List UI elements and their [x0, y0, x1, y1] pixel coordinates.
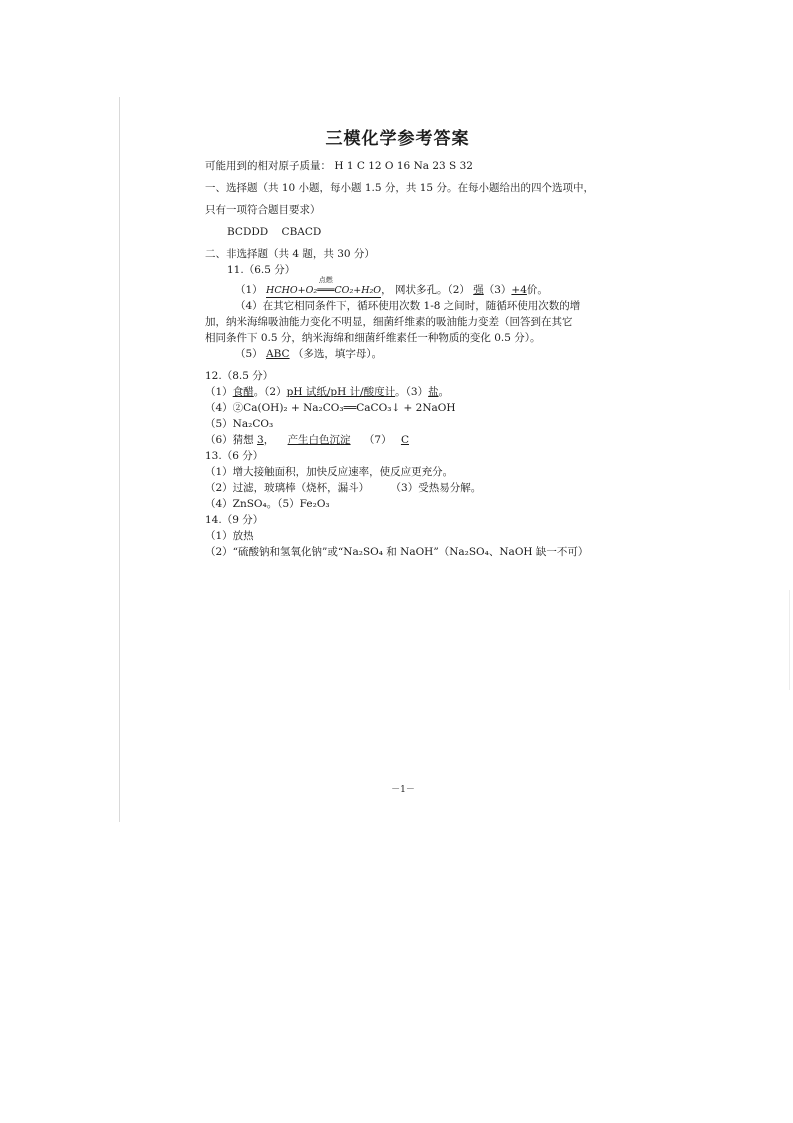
- q13-line2: [205, 480, 590, 496]
- q11-part5-answer: ABC: [266, 348, 290, 360]
- q14-line1: （1）放热: [205, 530, 254, 542]
- q12-line4-p2: ，: [263, 434, 275, 446]
- q12-answer-2: pH 试纸/pH 计/酸度计: [286, 386, 396, 398]
- q11-equation-arrow: 点燃 ═══: [317, 276, 335, 296]
- q12-line1-p1: （1）: [205, 386, 233, 398]
- section1-answers: BCDDD CBACD: [227, 226, 322, 238]
- q11-part1-mid: ， 网状多孔: [381, 284, 437, 296]
- q12-line4-p1: （6）猜想: [205, 434, 254, 446]
- q13-label: 13.（6 分）: [205, 450, 264, 462]
- q11-equation-right: CO₂+H₂O: [334, 285, 382, 296]
- q11-part5: [205, 346, 590, 362]
- section1-heading-line2: 只有一项符合题目要求）: [205, 204, 321, 216]
- q12-label: 12.（8.5 分）: [205, 370, 274, 382]
- q12-answer-7: C: [400, 434, 409, 446]
- q12-line3: （5）Na₂CO₃: [205, 418, 274, 430]
- q12-line1-p2: 。（2）: [253, 386, 287, 398]
- q11-part5-tail: （多选，填字母）。: [292, 348, 383, 360]
- q11-part4-line2: 加，纳米海绵吸油能力变化不明显，细菌纤维素的吸油能力变差（回答到在其它: [205, 316, 573, 328]
- q11-part4-line3: 相同条件下 0.5 分，纳米海绵和细菌纤维素任一种物质的变化 0.5 分）。: [205, 332, 541, 344]
- scan-edge-right: [789, 590, 790, 690]
- q12-line1-p3: 。（3）: [395, 386, 429, 398]
- q12-line1: [205, 384, 590, 400]
- q11-equation-condition: 点燃: [318, 276, 333, 284]
- q12-answer-3: 盐: [428, 386, 439, 398]
- page-title: 三模化学参考答案: [325, 129, 470, 149]
- q12-line1-p4: 。: [438, 386, 450, 398]
- section2-heading: 二、非选择题（共 4 题，共 30 分）: [205, 248, 375, 260]
- scan-edge-left: [119, 97, 120, 822]
- q13-line3: （4）ZnSO₄。（5）Fe₂O₃: [205, 498, 330, 510]
- q11-part1-tail: 。（2）: [436, 284, 470, 296]
- q12-line4-p3: （7）: [363, 434, 392, 446]
- q11-part3-unit: 价。: [526, 284, 548, 296]
- q12-answer-6b: 产生白色沉淀: [287, 434, 351, 446]
- section1-heading-line1: 一、选择题（共 10 小题，每小题 1.5 分，共 15 分。在每小题给出的四个选项中，: [205, 182, 594, 194]
- q13-line2-a: （2）过滤，玻璃棒（烧杯，漏斗）: [205, 482, 370, 494]
- q13-line1: （1）增大接触面积，加快反应速率，使反应更充分。: [205, 466, 454, 478]
- q12-answer-1: 食醋: [232, 386, 254, 398]
- q11-part1: [205, 276, 590, 298]
- q14-line2: （2）“硫酸钠和氢氧化钠”或“Na₂SO₄ 和 NaOH”（Na₂SO₄、NaOH 缺一不可）: [205, 546, 589, 558]
- q13-line2-b: （3）受热易分解。: [390, 482, 482, 494]
- q12-line2: （4）②Ca(OH)₂ + Na₂CO₃══CaCO₃↓ + 2NaOH: [205, 402, 456, 414]
- q11-part5-prefix: （5）: [235, 348, 263, 360]
- q11-part2-answer: 强: [473, 284, 484, 296]
- q11-equation: [266, 276, 382, 298]
- answer-sheet: [205, 128, 594, 560]
- q11-equation-left: HCHO+O₂: [266, 285, 318, 296]
- q12-answer-6a: 3: [257, 434, 264, 446]
- atomic-masses-line: 可能用到的相对原子质量： H 1 C 12 O 16 Na 23 S 32: [205, 160, 473, 172]
- page-number: －1－: [391, 785, 415, 795]
- q11-part3-answer: +4: [511, 284, 527, 296]
- q11-part1-prefix: （1）: [235, 284, 263, 296]
- q14-label: 14.（9 分）: [205, 514, 264, 526]
- q11-label: 11.（6.5 分）: [227, 264, 296, 276]
- q11-part3-prefix: （3）: [483, 284, 512, 296]
- q12-line4: [205, 432, 590, 448]
- q11-part4-line1: （4）在其它相同条件下，循环使用次数 1-8 之间时，随循环使用次数的增: [235, 300, 581, 312]
